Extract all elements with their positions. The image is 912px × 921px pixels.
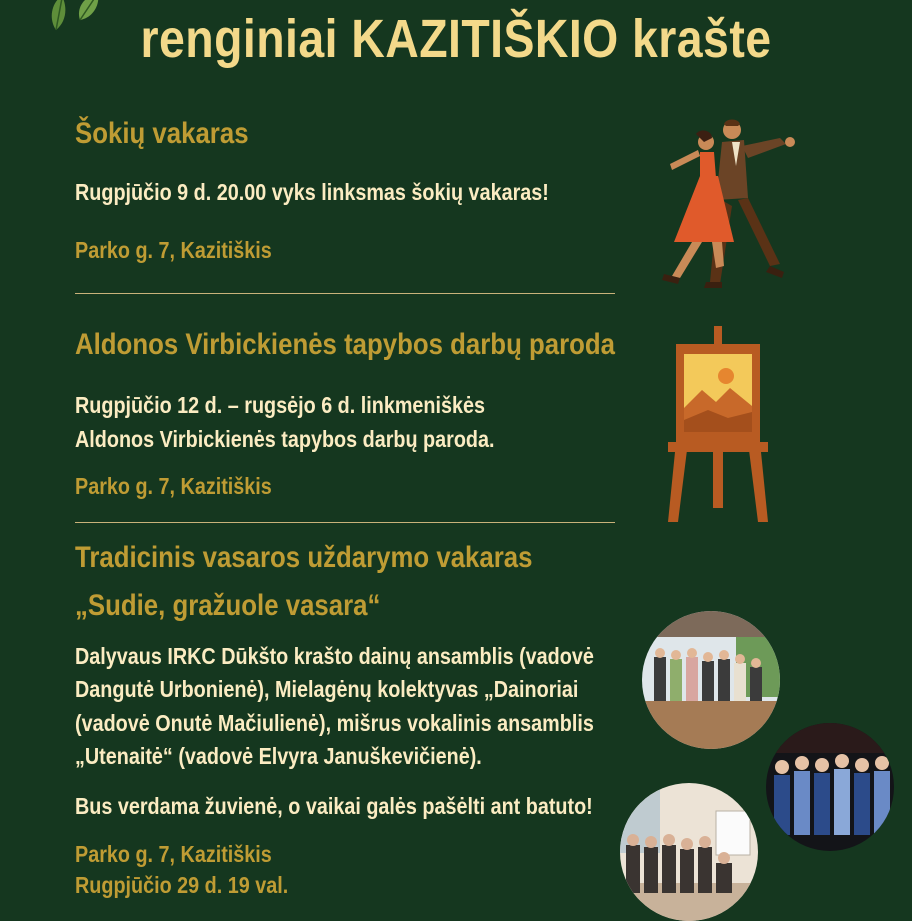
event-title-summer-closing-line2: „Sudie, gražuole vasara“: [75, 589, 381, 622]
ensemble-photo-indoor: [620, 783, 758, 921]
divider: [75, 293, 615, 294]
event-location-closing: Parko g. 7, Kazitiškis: [75, 841, 272, 867]
easel-painting-icon: [668, 326, 768, 524]
event-description-line2: Dangutė Urbonienė), Mielagėnų kolektyvas „Dainoriai: [75, 676, 579, 702]
ensemble-photo-outdoor: [642, 611, 780, 749]
page-title: renginiai KAZITIŠKIO krašte: [140, 9, 772, 69]
event-description-exhibition-line2: Aldonos Virbickienės tapybos darbų paroda.: [75, 426, 495, 452]
event-title-painting-exhibition: Aldonos Virbickienės tapybos darbų paroda: [75, 328, 616, 361]
event-description-line3: (vadovė Onutė Mačiulienė), mišrus vokalinis ansamblis: [75, 710, 594, 736]
event-note: Bus verdama žuvienė, o vaikai galės pašėlti ant batuto!: [75, 793, 593, 819]
dancing-couple-icon: [652, 116, 802, 288]
event-location-exhibition: Parko g. 7, Kazitiškis: [75, 473, 272, 499]
event-description-exhibition-line1: Rugpjūčio 12 d. – rugsėjo 6 d. linkmeniškės: [75, 392, 486, 418]
event-title-summer-closing-line1: Tradicinis vasaros uždarymo vakaras: [75, 541, 533, 574]
event-description-line4: „Utenaitė“ (vadovė Elvyra Januškevičienė).: [75, 743, 482, 769]
ensemble-photo-stage: [766, 723, 894, 851]
event-description-line1: Dalyvaus IRKC Dūkšto krašto dainų ansamblis (vadovė: [75, 643, 594, 669]
event-title-dance-evening: Šokių vakaras: [75, 117, 249, 150]
event-time-closing: Rugpjūčio 29 d. 19 val.: [75, 872, 289, 898]
event-description-dance: Rugpjūčio 9 d. 20.00 vyks linksmas šokių vakaras!: [75, 179, 549, 205]
event-location-dance: Parko g. 7, Kazitiškis: [75, 237, 272, 263]
divider: [75, 522, 615, 523]
